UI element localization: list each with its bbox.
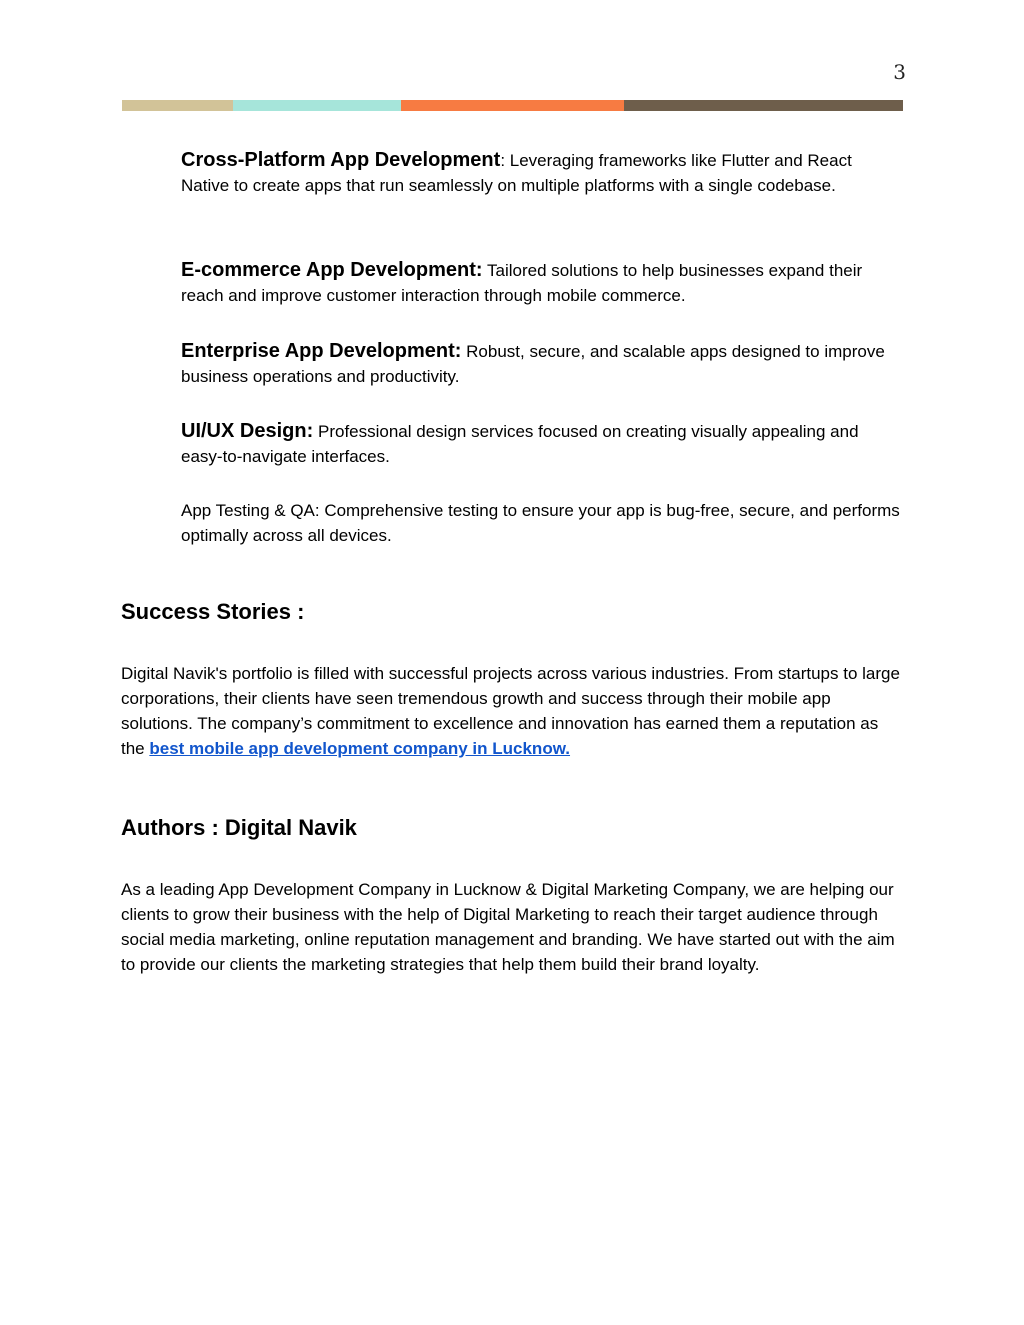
authors-paragraph: As a leading App Development Company in Lucknow & Digital Marketing Company, we are helping our clients to grow their business with the help of Digital Marketing to reach their target audience through social media marketing, online reputation management and branding. We have started out with the aim to provide our clients the marketing strategies that help them build their brand loyalty. <box>121 880 895 974</box>
service-title: Enterprise App Development: <box>181 340 462 362</box>
decorative-color-bar <box>122 100 903 111</box>
color-bar-segment-brown <box>624 100 903 111</box>
service-item-ecommerce <box>181 258 901 308</box>
service-item-cross-platform <box>181 148 901 198</box>
service-separator: : <box>500 151 510 170</box>
service-description: Leveraging frameworks like Flutter and React Native to create apps that run seamlessly on multiple platforms with a single codebase. <box>181 151 852 195</box>
service-item-enterprise <box>181 339 901 389</box>
success-stories-paragraph <box>121 661 905 761</box>
service-description: Robust, secure, and scalable apps designed to improve business operations and productivity. <box>181 342 885 386</box>
service-title: UI/UX Design: <box>181 420 314 442</box>
color-bar-segment-tan <box>122 100 233 111</box>
section-heading-success-stories: Success Stories : <box>121 599 305 624</box>
service-description: Tailored solutions to help businesses expand their reach and improve customer interaction through mobile commerce. <box>181 261 863 305</box>
page-number: 3 <box>893 60 906 84</box>
service-title: E-commerce App Development: <box>181 259 483 281</box>
color-bar-segment-orange <box>401 100 624 111</box>
color-bar-segment-aqua <box>233 100 401 111</box>
service-item-testing-qa: App Testing & QA: Comprehensive testing to ensure your app is bug-free, secure, and performs optimally across all devices. <box>181 501 900 545</box>
service-title: Cross-Platform App Development <box>181 149 501 171</box>
service-item-ui-ux <box>181 419 901 469</box>
service-description: Professional design services focused on creating visually appealing and easy-to-navigate interfaces. <box>181 422 859 466</box>
section-heading-authors: Authors : Digital Navik <box>121 815 357 840</box>
best-app-company-link[interactable]: best mobile app development company in Lucknow. <box>149 739 571 758</box>
success-stories-text: Digital Navik's portfolio is filled with successful projects across various industries. From startups to large corporations, their clients have seen tremendous growth and success through their mobile app solutions. The company’s commitment to excellence and innovation has earned them a reputation as the <box>121 664 900 758</box>
